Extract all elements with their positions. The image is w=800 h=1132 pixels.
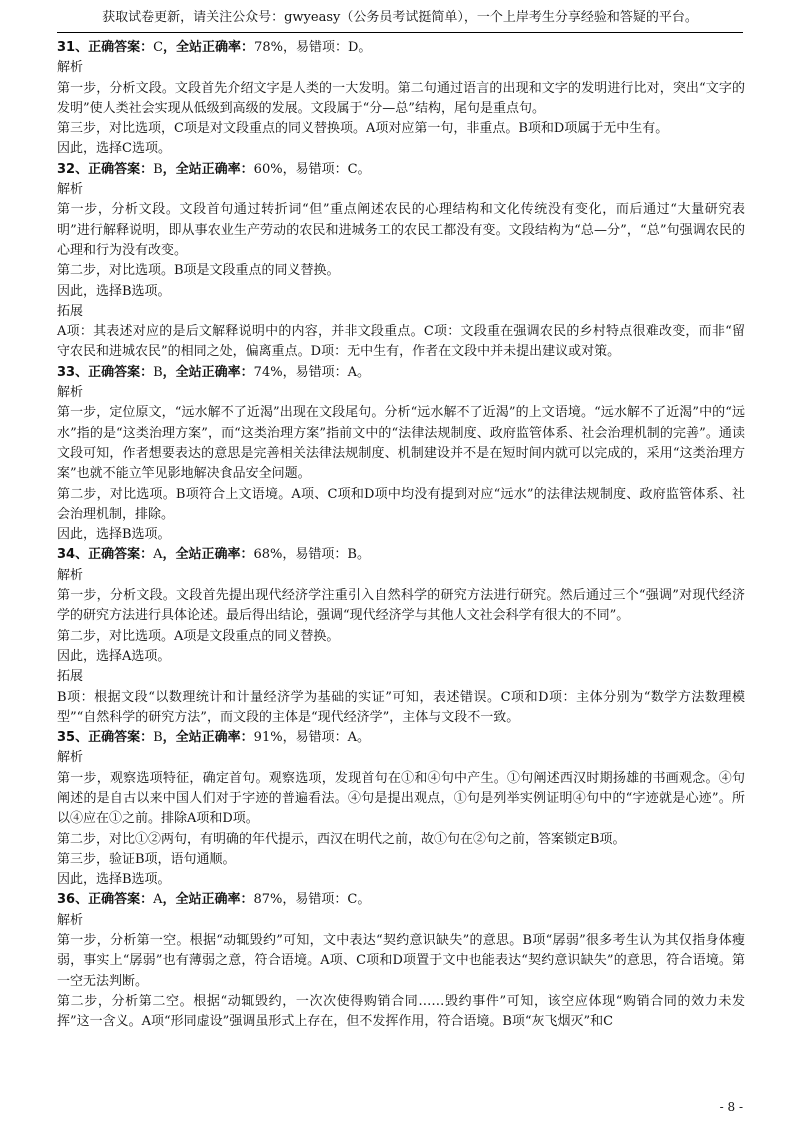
paragraph: A项：其表述对应的是后文解释说明中的内容，并非文段重点。C项：文段重在强调农民的乡村特点很难改变，而非“留守农民和进城农民”的相同之处，偏离重点。D项：无中生有，作者在文段中并未提出建议或对策。 [57,324,745,360]
accuracy-value: 60%，易错项：C。 [253,161,371,177]
page-header: 获取试卷更新，请关注公众号：gwyeasy（公务员考试挺简单），一个上岸考生分享经验和答疑的平台。 [57,4,743,33]
paragraph: 解析 [57,182,84,198]
paragraph: 第二步，对比选项。A项是文段重点的同义替换。 [57,628,340,644]
question-number-label: 34、正确答案： [57,547,154,563]
paragraph: 因此，选择B选项。 [57,283,171,299]
accuracy-value: 78%，易错项：D。 [254,40,372,55]
accuracy-value: 68%，易错项：B。 [253,547,370,563]
accuracy-label: ，全站正确率： [162,364,254,380]
paragraph: 拓展 [57,303,84,319]
paragraph: 第一步，分析文段。文段首句通过转折词“但”重点阐述农民的心理结构和文化传统没有变化，而后通过“大量研究表明”进行解释说明，即从事农业生产劳动的农民和进城务工的农民工都没有变。文段结构为“总—分”，“总”句强调农民的心理和行为没有改变。 [57,202,745,258]
paragraph: 解析 [57,567,84,583]
answer-letter: A [153,547,163,563]
document-body [57,38,745,1033]
paragraph: 因此，选择B选项。 [57,872,171,888]
paragraph: 解析 [57,750,84,766]
question-answer-line [57,363,745,383]
accuracy-value: 91%，易错项：A。 [253,730,370,746]
paragraph: 第一步，分析文段。文段首先提出现代经济学注重引入自然科学的研究方法进行研究。然后通过三个“强调”对现代经济学的研究方法进行具体论述。最后得出结论，强调“现代经济学与其他人文社会科学有很大的不同”。 [57,588,745,624]
accuracy-label: ，全站正确率： [163,40,255,55]
answer-letter: B [153,364,163,380]
paragraph: 第二步，对比选项。B项是文段重点的同义替换。 [57,263,340,279]
question-number-label: 33、正确答案： [57,364,154,380]
paragraph: 第一步，定位原文，“远水解不了近渴”出现在文段尾句。分析“远水解不了近渴”的上文语境。“远水解不了近渴”中的“远水”指的是“这类治理方案”，而“这类治理方案”指前文中的“法律法规制度、政府监管体系、社会治理机制的完善”。通读文段可知，作者想要表达的意思是完善相关法律法规制度、机制建设并不是在短时间内就可以完成的，采用“这类治理方案”也就不能立竿见影地解决食品安全问题。 [57,405,745,482]
paragraph: 因此，选择B选项。 [57,527,171,543]
paragraph: 第三步，验证B项，语句通顺。 [57,851,236,867]
paragraph: 第一步，分析文段。文段首先介绍文字是人类的一大发明。第二句通过语言的出现和文字的发明进行比对，突出“文字的发明”使人类社会实现从低级到高级的发展。文段属于“分—总”结构，尾句是重点句。 [57,80,745,116]
paragraph: 第二步，对比选项。B项符合上文语境。A项、C项和D项中均没有提到对应“远水”的法律法规制度、政府监管体系、社会治理机制，排除。 [57,486,745,522]
paragraph: 因此，选择A选项。 [57,648,171,664]
paragraph: 第二步，对比①②两句，有明确的年代提示，西汉在明代之前，故①句在②句之前，答案锁定B项。 [57,831,626,847]
accuracy-value: 74%，易错项：A。 [253,364,370,380]
answer-letter: C [153,40,164,55]
accuracy-label: ，全站正确率： [162,161,254,177]
answer-letter: B [153,730,163,746]
question-answer-line [57,38,745,58]
question-answer-line [57,545,745,565]
paragraph: 解析 [57,60,84,76]
paragraph: 拓展 [57,669,84,685]
question-number-label: 32、正确答案： [57,161,154,177]
question-number-label: 36、正确答案： [57,892,154,908]
answer-letter: B [153,161,163,177]
paragraph: 第二步，分析第二空。根据“动辄毁约，一次次使得购销合同……毁约事件”可知，该空应体现“购销合同的效力未发挥”这一含义。A项“形同虚设”强调虽形式上存在，但不发挥作用，符合语境。B项“灰飞烟灭”和C [57,993,745,1030]
paragraph: 第一步，分析第一空。根据“动辄毁约”可知，文中表达“契约意识缺失”的意思。B项“孱弱”很多考生认为其仅指身体瘦弱，事实上“孱弱”也有薄弱之意，符合语境。A项、C项和D项置于文中也能表达“契约意识缺失”的意思，符合语境。第一空无法判断。 [57,933,745,989]
page-number: - 8 - [719,1100,743,1114]
question-answer-line [57,160,745,180]
accuracy-value: 87%，易错项：C。 [253,892,371,908]
accuracy-label: ，全站正确率： [162,730,254,746]
accuracy-label: ，全站正确率： [162,547,254,563]
answer-letter: A [153,892,163,908]
accuracy-label: ，全站正确率： [162,892,254,908]
paragraph: 因此，选择C选项。 [57,141,171,157]
question-answer-line [57,890,745,910]
paragraph: 第一步，观察选项特征，确定首句。观察选项，发现首句在①和④句中产生。①句阐述西汉时期扬雄的书画观念。④句阐述的是自古以来中国人们对于字迹的普遍看法。④句是提出观点，①句是列举实例证明④句中的“字迹就是心迹”。所以④应在①之前。排除A项和D项。 [57,770,745,827]
paragraph: B项：根据文段“以数理统计和计量经济学为基础的实证”可知，表述错误。C项和D项：主体分别为“数学方法数理模型”“自然科学的研究方法”，而文段的主体是“现代经济学”，主体与文段不一致。 [57,689,745,725]
paragraph: 第三步，对比选项，C项是对文段重点的同义替换项。A项对应第一句，非重点。B项和D项属于无中生有。 [57,121,669,137]
question-number-label: 35、正确答案： [57,730,154,746]
paragraph: 解析 [57,385,84,401]
question-number-label: 31、正确答案： [57,40,154,55]
paragraph: 解析 [57,912,84,928]
question-answer-line [57,728,745,748]
